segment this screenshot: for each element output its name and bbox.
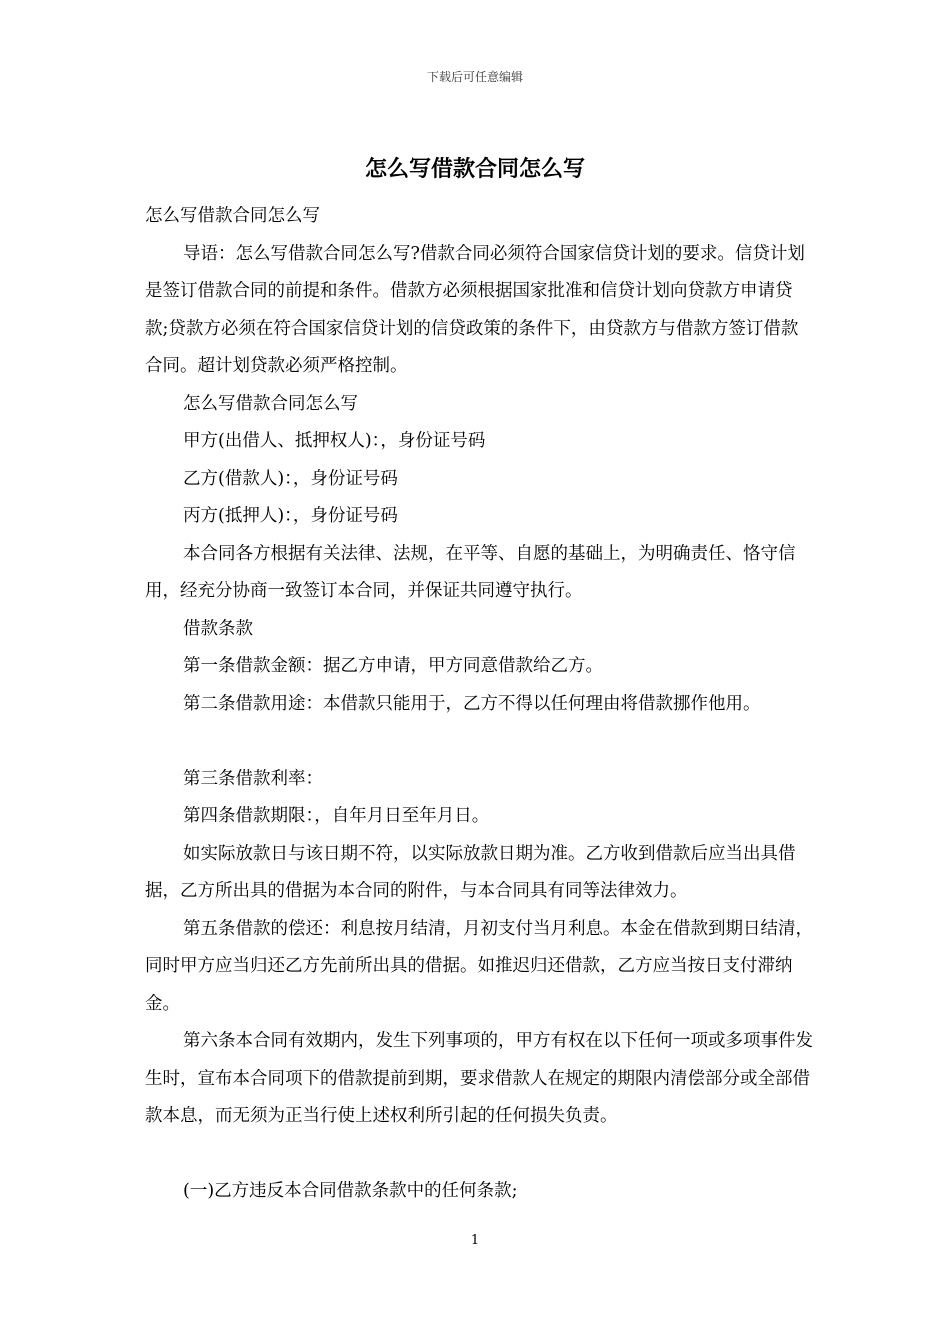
article-4-note: 如实际放款日与该日期不符，以实际放款日期为准。乙方收到借款后应当出具借据，乙方所出具的借据为本合同的附件，与本合同具有同等法律效力。 — [145, 843, 796, 901]
article-1: 第一条借款金额：据乙方申请，甲方同意借款给乙方。 — [183, 656, 603, 676]
document-body — [145, 198, 815, 1211]
party-b-line: 乙方(借款人)：，身份证号码 — [183, 468, 398, 489]
article-2: 第二条借款用途：本借款只能用于，乙方不得以任何理由将借款挪作他用。 — [183, 693, 761, 714]
page-number: 1 — [470, 1233, 480, 1248]
article-6: 第六条本合同有效期内，发生下列事项的，甲方有权在以下任何一项或多项事件发生时，宣布本合同项下的借款提前到期，要求借款人在规定的期限内清偿部分或全部借款本息，而无须为正当行使上述权利所引起的任何损失负责。 — [145, 1031, 813, 1126]
intro-paragraph: 导语：怎么写借款合同怎么写?借款合同必须符合国家信贷计划的要求。信贷计划是签订借款合同的前提和条件。借款方必须根据国家批准和信贷计划向贷款方申请贷款;贷款方必须在符合国家信贷计划的信贷政策的条件下，由贷款方与借款方签订借款合同。超计划贷款必须严格控制。 — [145, 243, 805, 376]
loan-terms-heading: 借款条款 — [183, 618, 253, 639]
party-a-line: 甲方(出借人、抵押权人)：，身份证号码 — [183, 431, 486, 451]
subtitle-paragraph: 怎么写借款合同怎么写 — [145, 206, 320, 226]
article-3: 第三条借款利率： — [183, 768, 323, 789]
article-4: 第四条借款期限：，自年月日至年月日。 — [183, 806, 490, 826]
section-heading: 怎么写借款合同怎么写 — [183, 393, 358, 414]
preamble-paragraph: 本合同各方根据有关法律、法规，在平等、自愿的基础上，为明确责任、恪守信用，经充分协商一致签订本合同，并保证共同遵守执行。 — [145, 543, 796, 601]
page-header: 下载后可任意编辑 — [426, 70, 523, 84]
party-c-line: 丙方(抵押人)：，身份证号码 — [183, 506, 398, 526]
blank-line — [145, 723, 815, 761]
document-title: 怎么写借款合同怎么写 — [364, 157, 585, 182]
article-5: 第五条借款的偿还：利息按月结清，月初支付当月利息。本金在借款到期日结清，同时甲方应当归还乙方先前所出具的借据。如推迟归还借款，乙方应当按日支付滞纳金。 — [145, 918, 813, 1014]
blank-line — [145, 1136, 815, 1174]
clause-1: (一)乙方违反本合同借款条款中的任何条款; — [183, 1181, 518, 1201]
